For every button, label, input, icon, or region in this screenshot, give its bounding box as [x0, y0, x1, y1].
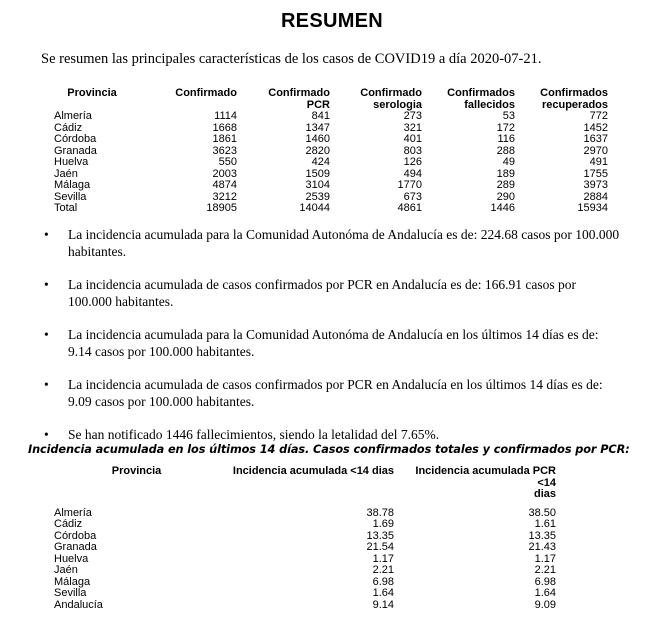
cell-value: 1.61 — [534, 518, 556, 530]
spacer-row — [54, 501, 556, 508]
cell-value: 1.17 — [372, 552, 394, 565]
cell-value: 3623 — [212, 144, 237, 157]
header-incidencia-14: Incidencia acumulada <14 dias — [232, 465, 394, 477]
cell-value: 491 — [589, 156, 608, 168]
cell-value: 9.09 — [534, 598, 556, 611]
cell-value: 3212 — [212, 190, 237, 203]
cell-value: 13.35 — [366, 529, 394, 542]
cell-value: 49 — [502, 156, 515, 168]
cell-value: 841 — [311, 110, 330, 122]
cell-value: 172 — [496, 121, 515, 134]
cell-value: 1770 — [397, 179, 422, 191]
row-label: Cádiz — [54, 121, 83, 134]
cell-value: 1.64 — [372, 587, 394, 599]
cell-value: 21.54 — [366, 541, 394, 553]
row-label: Córdoba — [54, 529, 97, 542]
cell-value: 6.98 — [372, 575, 394, 588]
row-label: Andalucía — [54, 598, 103, 611]
cell-value: 2539 — [305, 190, 330, 203]
cell-value: 38.50 — [528, 506, 556, 519]
cell-value: 14044 — [299, 202, 330, 214]
cell-value: 38.78 — [366, 506, 394, 519]
cell-value: 2.21 — [372, 564, 394, 576]
table-row — [54, 123, 608, 135]
row-label: Málaga — [54, 179, 91, 191]
row-label: Sevilla — [54, 587, 87, 599]
row-label: Huelva — [54, 156, 89, 168]
table-row — [54, 157, 608, 169]
header-confirmados-recuperados: Confirmados recuperados — [540, 87, 608, 111]
cell-value: 290 — [496, 190, 515, 203]
cell-value: 3973 — [583, 179, 608, 191]
page-title: RESUMEN — [280, 10, 384, 32]
row-label: Jaén — [54, 564, 78, 576]
cell-value: 18905 — [206, 202, 237, 214]
cell-value: 2.21 — [534, 564, 556, 576]
intro-text: Se resumen las principales características de los casos de COVID19 a día 2020-07-21. — [41, 51, 542, 67]
table-row — [54, 542, 556, 554]
table-row — [54, 169, 608, 181]
bullet-icon: • — [44, 277, 49, 292]
bullet-item: • La incidencia acumulada para la Comunidad Autonóma de Andalucía es de: 224.68 casos por 100.000 habitantes. — [44, 227, 620, 259]
cell-value: 189 — [496, 167, 515, 180]
header-confirmado-serologia: Confirmado serologia — [360, 87, 422, 111]
cell-value: 2884 — [583, 190, 608, 203]
cell-value: 1.17 — [534, 552, 556, 565]
row-label: Málaga — [54, 575, 91, 588]
row-label: Córdoba — [54, 133, 97, 145]
bullet-item: • La incidencia acumulada de casos confirmados por PCR en Andalucía es de: 166.91 casos por 100.000 habitantes. — [44, 277, 576, 309]
header-incidencia-pcr-14: Incidencia acumulada PCR <14 dias — [415, 465, 556, 500]
row-label: Jaén — [54, 167, 78, 180]
table-row — [54, 180, 608, 192]
table-row — [54, 554, 556, 566]
cell-value: 772 — [589, 110, 608, 122]
bullet-icon: • — [44, 427, 49, 442]
cell-value: 273 — [403, 110, 422, 122]
bullet-item: • La incidencia acumulada de casos confirmados por PCR en Andalucía en los últimos 14 días es de: 9.09 casos por 100.000 habitantes. — [44, 377, 603, 409]
row-label: Granada — [54, 541, 97, 553]
cell-value: 13.35 — [528, 529, 556, 542]
cell-value: 1460 — [305, 133, 330, 145]
cell-value: 494 — [403, 167, 422, 180]
cell-value: 803 — [403, 144, 422, 157]
bullet-item: • La incidencia acumulada para la Comunidad Autonóma de Andalucía en los últimos 14 días es de: 9.14 casos por 100.000 habitantes. — [44, 327, 599, 359]
table-row — [54, 192, 608, 204]
row-label: Almería — [54, 110, 92, 122]
row-label: Huelva — [54, 552, 89, 565]
table-row — [54, 531, 556, 543]
cell-value: 1.64 — [534, 587, 556, 599]
table-row — [54, 600, 556, 612]
cell-value: 6.98 — [534, 575, 556, 588]
cell-value: 1347 — [305, 121, 330, 134]
row-label: Cádiz — [54, 518, 83, 530]
cell-value: 288 — [496, 144, 515, 157]
table-row — [54, 111, 608, 123]
cell-value: 1668 — [212, 121, 237, 134]
cell-value: 1.69 — [372, 518, 394, 530]
cell-value: 1452 — [583, 121, 608, 134]
cell-value: 3104 — [305, 179, 330, 191]
row-label: Total — [54, 202, 78, 214]
cell-value: 1114 — [214, 110, 237, 122]
table-row — [54, 146, 608, 158]
cell-value: 1637 — [583, 133, 608, 145]
cell-value: 1755 — [583, 167, 608, 180]
cell-value: 4861 — [397, 202, 422, 214]
summary-bullet-list — [41, 226, 621, 459]
table-row — [54, 577, 556, 589]
cell-value: 2970 — [583, 144, 608, 157]
incidence-table — [54, 466, 556, 611]
cell-value: 289 — [496, 179, 515, 191]
cell-value: 116 — [497, 133, 515, 145]
cell-value: 2820 — [305, 144, 330, 157]
table-row — [54, 203, 608, 215]
header-confirmado: Confirmado — [175, 87, 237, 99]
cell-value: 673 — [403, 190, 422, 203]
cell-value: 321 — [403, 121, 422, 134]
table-row — [54, 588, 556, 600]
incidence-table-header — [54, 466, 556, 501]
header-confirmados-fallecidos: Confirmados fallecidos — [447, 87, 515, 111]
row-label: Granada — [54, 144, 97, 157]
bullet-icon: • — [44, 377, 49, 392]
table-row — [54, 134, 608, 146]
header-provincia: Provincia — [111, 465, 162, 477]
cell-value: 550 — [218, 156, 237, 168]
summary-table — [54, 88, 608, 215]
table-row — [54, 565, 556, 577]
cell-value: 53 — [502, 110, 515, 122]
incidence-section-title: Incidencia acumulada en los últimos 14 días. Casos confirmados totales y confirmados por PCR: — [28, 443, 630, 456]
header-confirmado-pcr: Confirmado PCR — [268, 87, 330, 111]
cell-value: 126 — [403, 156, 422, 168]
cell-value: 424 — [311, 156, 330, 168]
row-label: Almería — [54, 506, 92, 519]
table-row — [54, 519, 556, 531]
cell-value: 1861 — [212, 133, 237, 145]
bullet-item: • Se han notificado 1446 fallecimientos, siendo la letalidad del 7.65%. — [44, 427, 440, 442]
summary-table-header — [54, 88, 608, 111]
cell-value: 15934 — [577, 202, 608, 214]
cell-value: 1446 — [490, 202, 515, 214]
cell-value: 1509 — [305, 167, 330, 180]
bullet-icon: • — [44, 327, 49, 342]
cell-value: 9.14 — [372, 598, 394, 611]
cell-value: 21.43 — [528, 541, 556, 553]
row-label: Sevilla — [54, 190, 87, 203]
cell-value: 401 — [403, 133, 422, 145]
cell-value: 4874 — [212, 179, 237, 191]
header-provincia: Provincia — [67, 87, 117, 99]
cell-value: 2003 — [212, 167, 237, 180]
table-row — [54, 508, 556, 520]
bullet-icon: • — [44, 227, 49, 242]
